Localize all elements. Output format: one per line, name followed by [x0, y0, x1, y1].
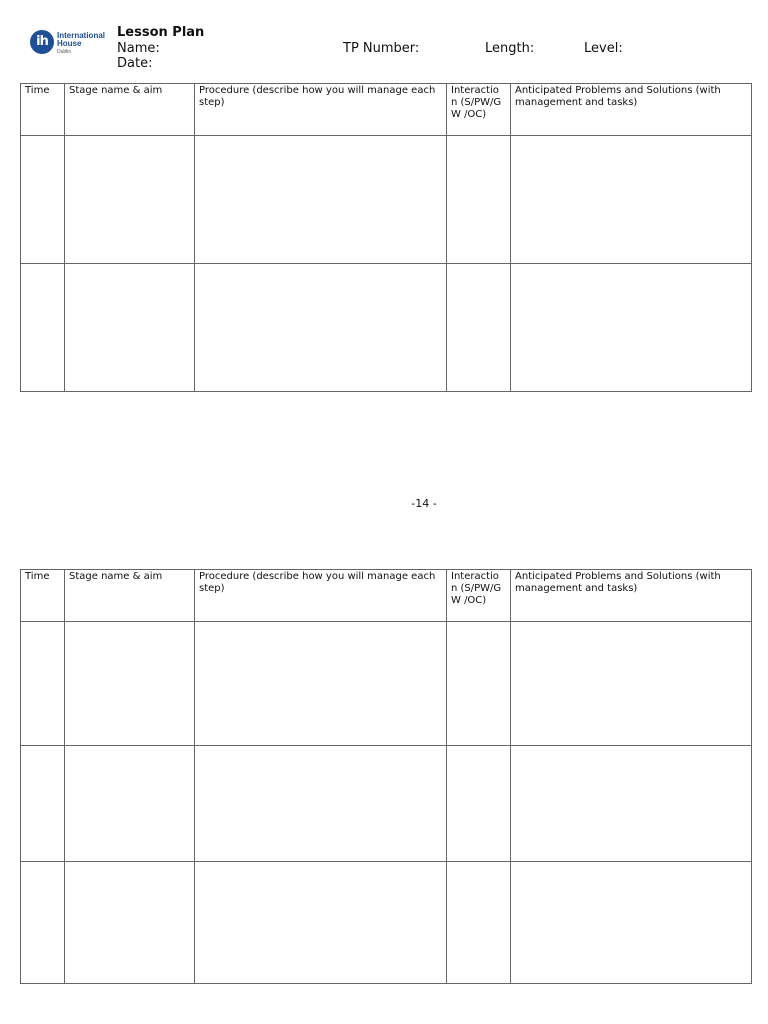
- problems-cell[interactable]: [511, 622, 752, 746]
- logo-text: [57, 32, 105, 56]
- table-header-row: [21, 84, 752, 136]
- problems-cell[interactable]: [511, 136, 752, 264]
- time-cell[interactable]: [21, 136, 65, 264]
- procedure-cell[interactable]: [195, 746, 447, 862]
- interaction-cell[interactable]: [447, 862, 511, 984]
- time-cell[interactable]: [21, 862, 65, 984]
- header-time: Time: [21, 570, 65, 622]
- procedure-cell[interactable]: [195, 136, 447, 264]
- header-time: Time: [21, 84, 65, 136]
- header-interaction: Interactio n (S/PW/G W /OC): [447, 84, 511, 136]
- logo-mark: ih: [30, 30, 54, 54]
- time-cell[interactable]: [21, 746, 65, 862]
- table-row: [21, 622, 752, 746]
- problems-cell[interactable]: [511, 862, 752, 984]
- header-stage: Stage name & aim: [65, 570, 195, 622]
- procedure-cell[interactable]: [195, 622, 447, 746]
- international-house-logo: [26, 28, 106, 60]
- header-interaction: Interactio n (S/PW/G W /OC): [447, 570, 511, 622]
- header-procedure: Procedure (describe how you will manage each step): [195, 570, 447, 622]
- table-row: [21, 264, 752, 392]
- problems-cell[interactable]: [511, 746, 752, 862]
- length-label: Length:: [485, 41, 535, 56]
- interaction-cell[interactable]: [447, 264, 511, 392]
- table-header-row: [21, 570, 752, 622]
- header-stage: Stage name & aim: [65, 84, 195, 136]
- problems-cell[interactable]: [511, 264, 752, 392]
- stage-cell[interactable]: [65, 746, 195, 862]
- table-row: [21, 862, 752, 984]
- header-problems: Anticipated Problems and Solutions (with management and tasks): [511, 570, 752, 622]
- lesson-plan-table-2: [20, 569, 752, 984]
- name-label: Name:: [117, 41, 160, 56]
- logo-line-3: Dublin: [57, 49, 72, 55]
- stage-cell[interactable]: [65, 264, 195, 392]
- procedure-cell[interactable]: [195, 862, 447, 984]
- page-number: -14 -: [411, 497, 437, 510]
- page-title: Lesson Plan: [117, 25, 205, 40]
- date-label: Date:: [117, 56, 153, 71]
- stage-cell[interactable]: [65, 862, 195, 984]
- level-label: Level:: [584, 41, 623, 56]
- tp-number-label: TP Number:: [343, 41, 420, 56]
- table-row: [21, 746, 752, 862]
- logo-line-2: House: [57, 39, 82, 48]
- header-procedure: Procedure (describe how you will manage each step): [195, 84, 447, 136]
- time-cell[interactable]: [21, 264, 65, 392]
- lesson-plan-table-1: [20, 83, 752, 392]
- time-cell[interactable]: [21, 622, 65, 746]
- interaction-cell[interactable]: [447, 746, 511, 862]
- table-row: [21, 136, 752, 264]
- header-problems: Anticipated Problems and Solutions (with management and tasks): [511, 84, 752, 136]
- interaction-cell[interactable]: [447, 622, 511, 746]
- stage-cell[interactable]: [65, 622, 195, 746]
- interaction-cell[interactable]: [447, 136, 511, 264]
- procedure-cell[interactable]: [195, 264, 447, 392]
- logo-line-1: International: [57, 31, 106, 40]
- stage-cell[interactable]: [65, 136, 195, 264]
